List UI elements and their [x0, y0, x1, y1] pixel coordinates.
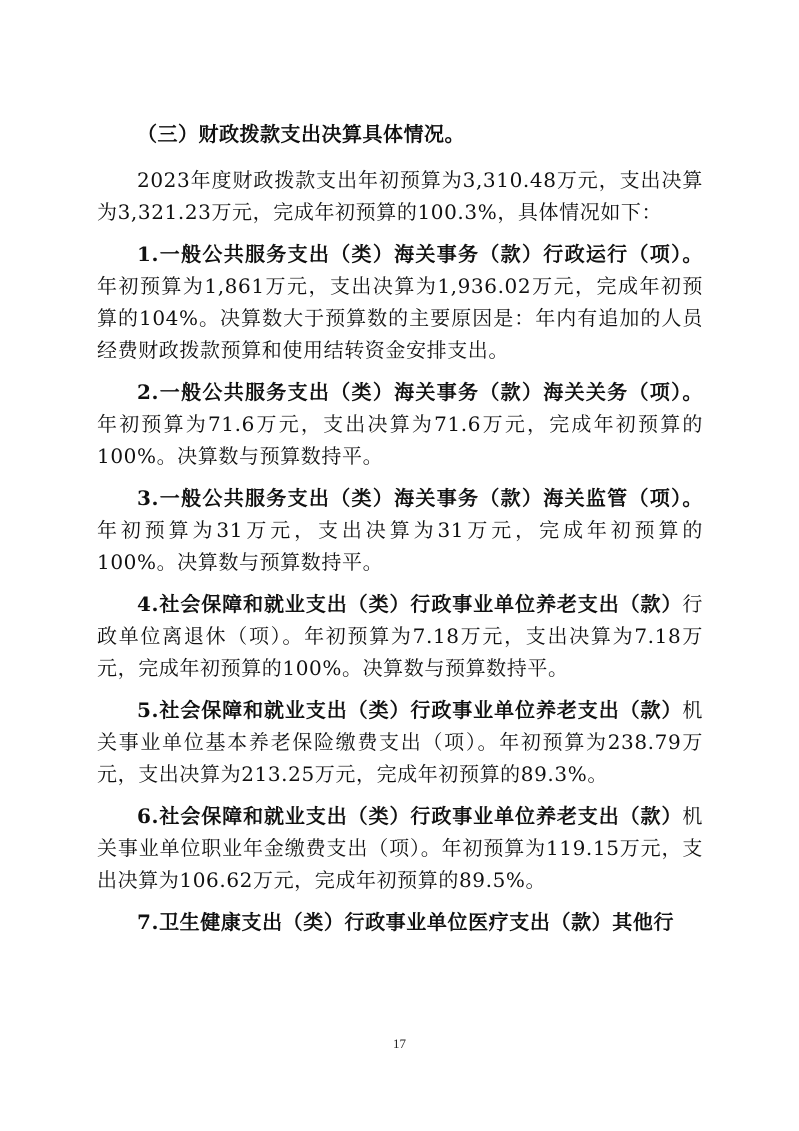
list-item	[97, 800, 703, 896]
item-paragraph	[97, 694, 703, 790]
item-paragraph	[97, 482, 703, 578]
intro-paragraph: 2023年度财政拨款支出年初预算为3,310.48万元，支出决算为3,321.23万元，完成年初预算的100.3%，具体情况如下：	[97, 168, 703, 224]
item-title: 7.卫生健康支出（类）行政事业单位医疗支出（款）其他行	[137, 910, 675, 934]
list-item	[97, 482, 703, 578]
item-title: 3.一般公共服务支出（类）海关事务（款）海关监管（项）。	[137, 486, 703, 510]
item-body: 年初预算为31万元，支出决算为31万元，完成年初预算的100%。决算数与预算数持平。	[97, 518, 703, 574]
item-paragraph	[97, 588, 703, 684]
item-title: 1.一般公共服务支出（类）海关事务（款）行政运行（项）。	[137, 242, 703, 266]
item-body: 行政单位离退休（项）。年初预算为7.18万元，支出决算为7.18万元，完成年初预算的100%。决算数与预算数持平。	[97, 592, 703, 680]
list-item	[97, 376, 703, 472]
item-body: 年初预算为1,861万元，支出决算为1,936.02万元，完成年初预算的104%。决算数大于预算数的主要原因是：年内有追加的人员经费财政拨款预算和使用结转资金安排支出。	[97, 274, 703, 362]
list-item	[97, 906, 703, 938]
list-item	[97, 588, 703, 684]
item-title: 2.一般公共服务支出（类）海关事务（款）海关关务（项）。	[137, 380, 703, 404]
page-content	[97, 118, 703, 948]
item-body: 机关事业单位职业年金缴费支出（项）。年初预算为119.15万元，支出决算为106.62万元，完成年初预算的89.5%。	[97, 804, 703, 892]
item-body: 年初预算为71.6万元，支出决算为71.6万元，完成年初预算的100%。决算数与预算数持平。	[97, 412, 703, 468]
item-paragraph	[97, 906, 703, 938]
item-body: 机关事业单位基本养老保险缴费支出（项）。年初预算为238.79万元，支出决算为213.25万元，完成年初预算的89.3%。	[97, 698, 703, 786]
section-heading: （三）财政拨款支出决算具体情况。	[137, 122, 465, 146]
item-title: 4.社会保障和就业支出（类）行政事业单位养老支出（款）	[137, 592, 683, 616]
list-item	[97, 694, 703, 790]
item-paragraph	[97, 800, 703, 896]
page-number: 17	[393, 1036, 406, 1051]
list-item	[97, 238, 703, 366]
item-title: 5.社会保障和就业支出（类）行政事业单位养老支出（款）	[137, 698, 683, 722]
item-paragraph	[97, 376, 703, 472]
item-title: 6.社会保障和就业支出（类）行政事业单位养老支出（款）	[137, 804, 683, 828]
item-paragraph	[97, 238, 703, 366]
